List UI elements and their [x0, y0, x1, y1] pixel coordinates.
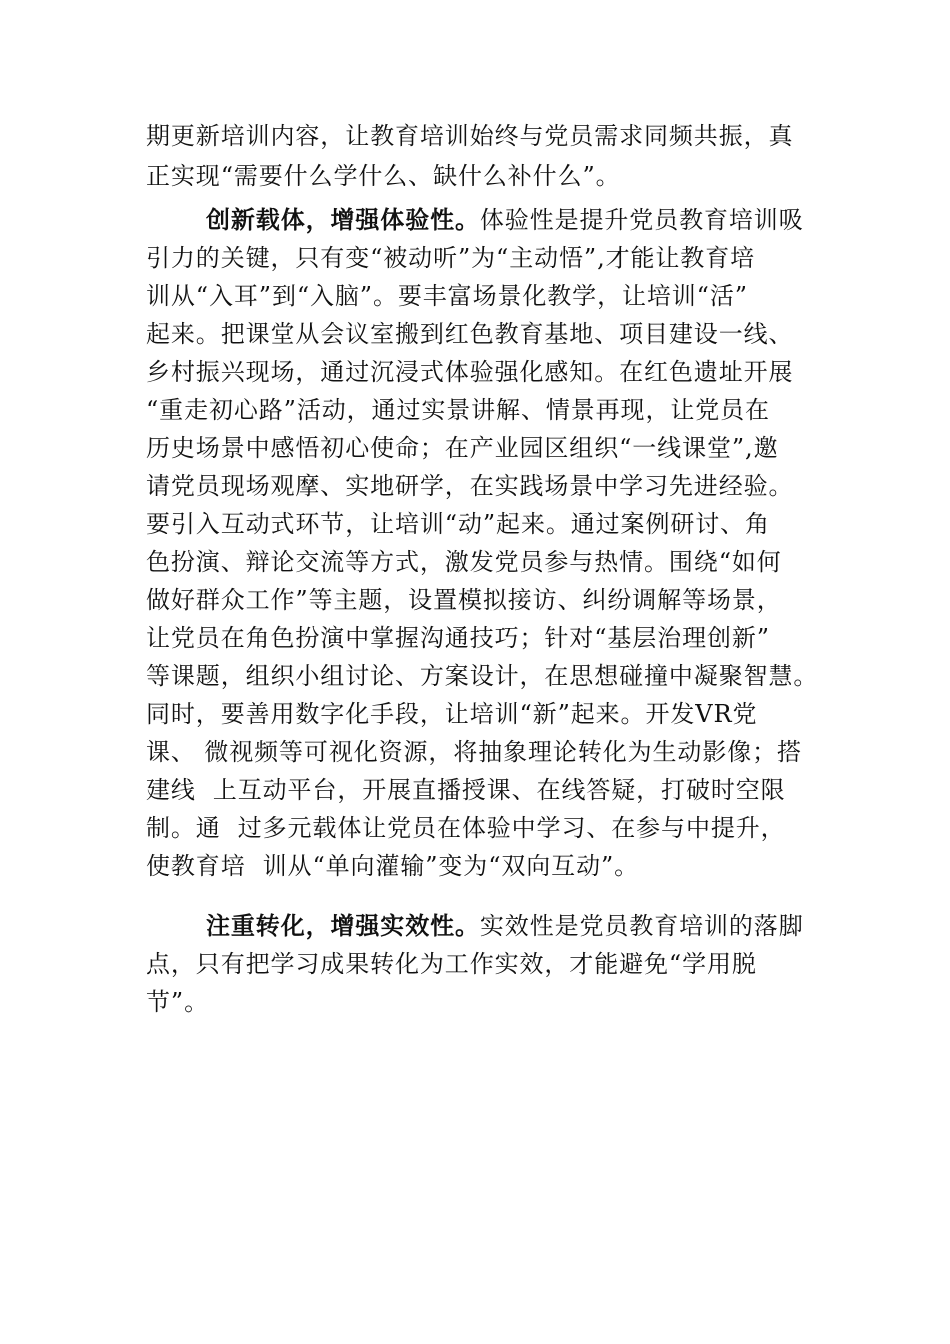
paragraph-line: 训从“入耳”到“入脑”。要丰富场景化教学，让培训“活”	[146, 282, 748, 310]
paragraph-line: 历史场景中感悟初心使命；在产业园区组织“一线课堂”,邀	[146, 434, 779, 462]
paragraph-line: 点，只有把学习成果转化为工作实效，才能避免“学用脱	[146, 950, 757, 978]
section-first-line	[206, 204, 804, 236]
section-heading-transformation: 注重转化，增强实效性。	[206, 911, 480, 940]
paragraph-line: 建线 上互动平台，开展直播授课、在线答疑，打破时空限	[146, 776, 786, 804]
paragraph-line: 引力的关键，只有变“被动听”为“主动悟”,才能让教育培	[146, 244, 756, 272]
paragraph-line: 同时，要善用数字化手段，让培训“新”起来。开发VR党	[146, 700, 758, 728]
section-first-line-text: 体验性是提升党员教育培训吸	[479, 206, 804, 234]
paragraph-line: 期更新培训内容，让教育培训始终与党员需求同频共振，真	[146, 122, 794, 150]
paragraph-line: 色扮演、辩论交流等方式，激发党员参与热情。围绕“如何	[146, 548, 782, 576]
paragraph-line: 使教育培 训从“单向灌输”变为“双向互动”。	[146, 852, 640, 880]
paragraph-line: 让党员在角色扮演中掌握沟通技巧；针对“基层治理创新”	[146, 624, 770, 652]
paragraph-line: 等课题，组织小组讨论、方案设计，在思想碰撞中凝聚智慧。	[146, 662, 819, 690]
paragraph-line: 起来。把课堂从会议室搬到红色教育基地、项目建设一线、	[146, 320, 794, 348]
paragraph-line: 乡村振兴现场，通过沉浸式体验强化感知。在红色遗址开展	[146, 358, 794, 386]
section-heading-innovation: 创新载体，增强体验性。	[206, 205, 480, 234]
paragraph-line: 课、 微视频等可视化资源，将抽象理论转化为生动影像；搭	[146, 738, 802, 766]
paragraph-line: 请党员现场观摩、实地研学，在实践场景中学习先进经验。	[146, 472, 794, 500]
paragraph-line: 节”。	[146, 988, 209, 1016]
section-first-line	[206, 910, 804, 942]
paragraph-line: “重走初心路”活动，通过实景讲解、情景再现，让党员在	[146, 396, 770, 424]
section-first-line-text: 实效性是党员教育培训的落脚	[479, 912, 804, 940]
paragraph-line: 要引入互动式环节，让培训“动”起来。通过案例研讨、角	[146, 510, 770, 538]
paragraph-line: 制。通 过多元载体让党员在体验中学习、在参与中提升，	[146, 814, 786, 842]
paragraph-line: 正实现“需要什么学什么、缺什么补什么”。	[146, 162, 621, 190]
paragraph-line: 做好群众工作”等主题，设置模拟接访、纠纷调解等场景，	[146, 586, 782, 614]
